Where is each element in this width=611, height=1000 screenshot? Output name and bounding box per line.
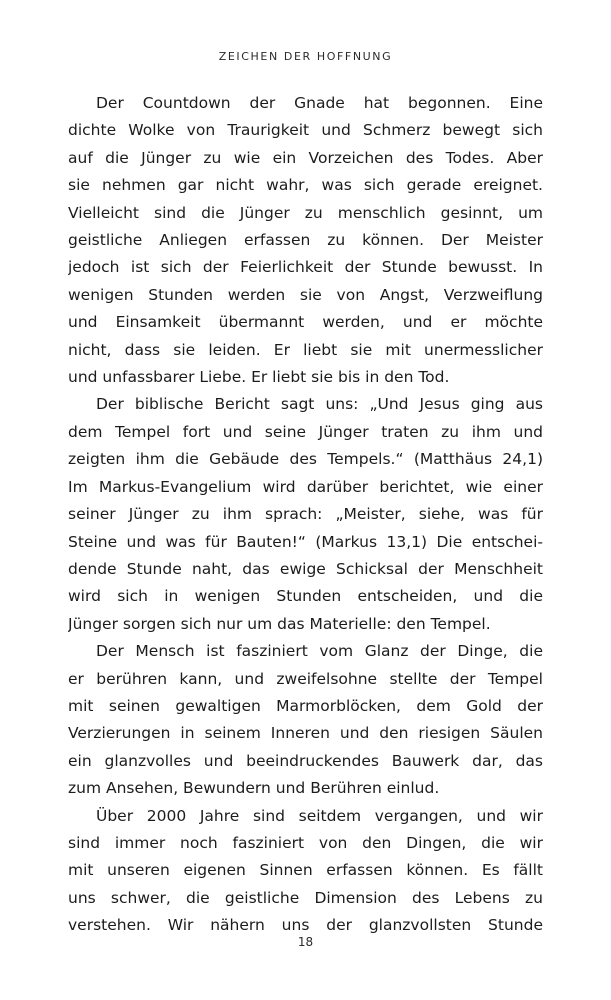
paragraph-4 bbox=[68, 803, 543, 940]
text-line: Der Countdown der Gnade hat begonnen. Eine bbox=[96, 94, 543, 112]
running-header-title: ZEICHEN DER HOFFNUNG bbox=[218, 50, 393, 63]
text-line: und Einsamkeit übermannt werden, und er möchte bbox=[68, 313, 543, 332]
text-line: sind immer noch fasziniert von den Dingen, die wir bbox=[68, 833, 543, 852]
body-text bbox=[68, 90, 543, 940]
text-line: ein glanzvolles und beeindruckendes Bauwerk dar, das bbox=[68, 751, 543, 770]
text-line: sie nehmen gar nicht wahr, was sich gerade ereignet. bbox=[68, 176, 543, 195]
text-line: Verzierungen in seinem Inneren und den riesigen Säulen bbox=[68, 724, 543, 743]
text-line: Über 2000 Jahre sind seitdem vergangen, und wir bbox=[96, 806, 543, 825]
text-line: dende Stunde naht, das ewige Schicksal der Menschheit bbox=[68, 559, 543, 578]
text-line: zum Ansehen, Bewundern und Berühren einlud. bbox=[68, 779, 440, 798]
text-line: mit seinen gewaltigen Marmorblöcken, dem Gold der bbox=[68, 696, 543, 715]
text-line: er berühren kann, und zweifelsohne stellte der Tempel bbox=[68, 669, 543, 688]
paragraph-1 bbox=[68, 90, 543, 391]
text-line: Der biblische Bericht sagt uns: „Und Jesus ging aus bbox=[96, 395, 543, 414]
text-line: Jünger sorgen sich nur um das Materielle: den Tempel. bbox=[68, 614, 491, 633]
text-line: wird sich in wenigen Stunden entscheiden, und die bbox=[68, 587, 543, 606]
text-line: mit unseren eigenen Sinnen erfassen können. Es fällt bbox=[68, 861, 543, 880]
text-line: dichte Wolke von Traurigkeit und Schmerz bewegt sich bbox=[68, 121, 543, 140]
text-line: uns schwer, die geistliche Dimension des Lebens zu bbox=[68, 888, 543, 907]
paragraph-2 bbox=[68, 391, 543, 638]
text-line: nicht, dass sie leiden. Er liebt sie mit unermesslicher bbox=[68, 340, 543, 359]
text-line: geistliche Anliegen erfassen zu können. Der Meister bbox=[68, 231, 543, 250]
paragraph-3 bbox=[68, 638, 543, 802]
text-line: seiner Jünger zu ihm sprach: „Meister, siehe, was für bbox=[68, 505, 543, 524]
page-number: 18 bbox=[297, 935, 314, 949]
text-line: Im Markus-Evangelium wird darüber berichtet, wie einer bbox=[68, 477, 543, 496]
text-line: und unfassbarer Liebe. Er liebt sie bis in den Tod. bbox=[68, 368, 450, 387]
text-line: verstehen. Wir nähern uns der glanzvollsten Stunde bbox=[68, 916, 543, 935]
text-line: jedoch ist sich der Feierlichkeit der Stunde bewusst. In bbox=[68, 258, 543, 277]
text-line: zeigten ihm die Gebäude des Tempels.“ (Matthäus 24,1) bbox=[68, 450, 543, 469]
text-line: wenigen Stunden werden sie von Angst, Verzweiflung bbox=[68, 285, 543, 304]
text-line: dem Tempel fort und seine Jünger traten zu ihm und bbox=[68, 422, 543, 441]
text-line: Vielleicht sind die Jünger zu menschlich gesinnt, um bbox=[68, 203, 543, 222]
text-line: Steine und was für Bauten!“ (Markus 13,1) Die entschei- bbox=[68, 532, 543, 551]
text-line: auf die Jünger zu wie ein Vorzeichen des Todes. Aber bbox=[68, 148, 543, 167]
text-line: Der Mensch ist fasziniert vom Glanz der Dinge, die bbox=[96, 642, 543, 661]
